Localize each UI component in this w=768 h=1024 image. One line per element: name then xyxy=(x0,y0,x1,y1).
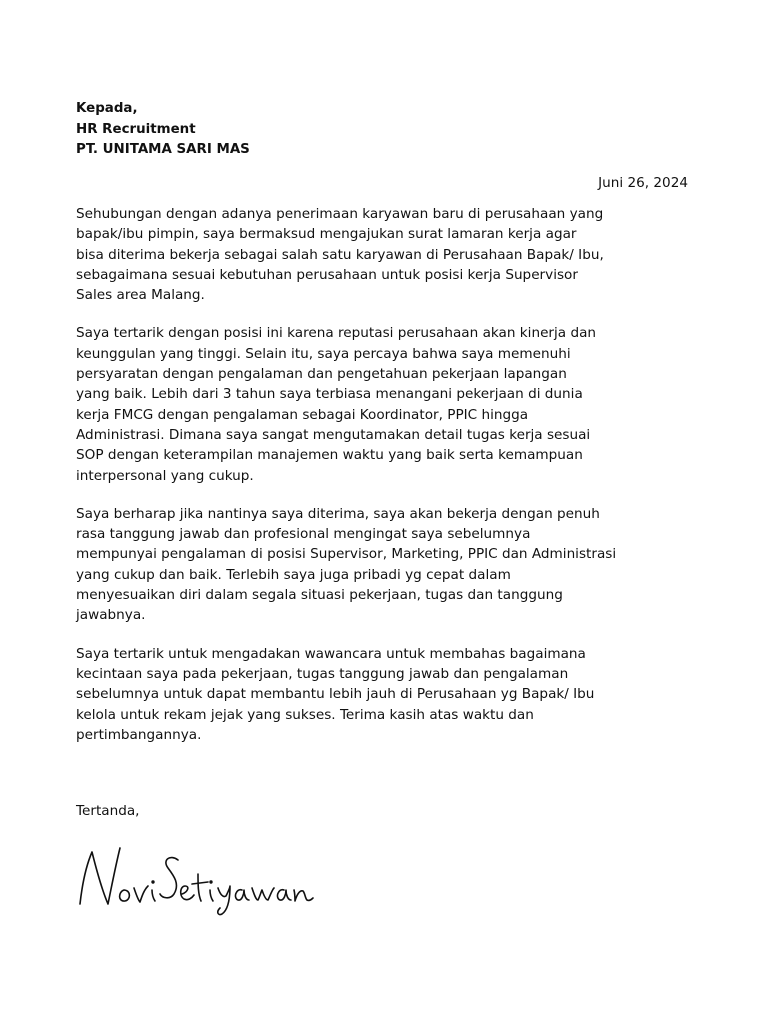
paragraph-line: keunggulan yang tinggi. Selain itu, saya percaya bahwa saya memenuhi xyxy=(76,345,571,362)
paragraph-line: bisa diterima bekerja sebagai salah satu karyawan di Perusahaan Bapak/ Ibu, xyxy=(76,246,604,263)
paragraph-line: bapak/ibu pimpin, saya bermaksud mengajukan surat lamaran kerja agar xyxy=(76,226,577,243)
paragraph-line: Sehubungan dengan adanya penerimaan karyawan baru di perusahaan yang xyxy=(76,206,604,222)
paragraph-line: SOP dengan keterampilan manajemen waktu yang baik serta kemampuan xyxy=(76,447,583,464)
closing-text: Tertanda, xyxy=(76,803,140,819)
paragraph-line: mempunyai pengalaman di posisi Supervisor, Marketing, PPIC dan Administrasi xyxy=(76,546,617,563)
recipient-department: HR Recruitment xyxy=(76,121,196,137)
paragraph-4 xyxy=(76,644,700,745)
paragraph-line: Saya tertarik untuk mengadakan wawancara untuk membahas bagaimana xyxy=(76,645,586,662)
paragraph-line: rasa tanggung jawab dan profesional mengingat saya sebelumnya xyxy=(76,526,531,543)
paragraph-line: kerja FMCG dengan pengalaman sebagai Koordinator, PPIC hingga xyxy=(76,406,529,423)
paragraph-line: pertimbangannya. xyxy=(76,726,202,743)
paragraph-line: sebelumnya untuk dapat membantu lebih jauh di Perusahaan yg Bapak/ Ibu xyxy=(76,686,595,703)
paragraph-line: jawabnya. xyxy=(76,607,146,624)
paragraph-line: Saya tertarik dengan posisi ini karena reputasi perusahaan akan kinerja dan xyxy=(76,325,597,342)
paragraph-line: sebagaimana sesuai kebutuhan perusahaan untuk posisi kerja Supervisor xyxy=(76,266,578,283)
paragraph-1 xyxy=(76,204,700,305)
paragraph-line: yang cukup dan baik. Terlebih saya juga pribadi yg cepat dalam xyxy=(76,566,511,583)
letter-body xyxy=(76,204,700,763)
handwritten-signature xyxy=(70,838,320,918)
recipient-company: PT. UNITAMA SARI MAS xyxy=(76,142,250,157)
paragraph-3 xyxy=(76,504,700,626)
paragraph-line: Sales area Malang. xyxy=(76,287,205,304)
recipient-block xyxy=(76,99,250,161)
paragraph-line: yang baik. Lebih dari 3 tahun saya terbiasa menangani pekerjaan di dunia xyxy=(76,386,583,403)
paragraph-line: Saya berharap jika nantinya saya diterima, saya akan bekerja dengan penuh xyxy=(76,505,600,522)
paragraph-line: Administrasi. Dimana saya sangat mengutamakan detail tugas kerja sesuai xyxy=(76,426,591,443)
paragraph-line: persyaratan dengan pengalaman dan pengetahuan pekerjaan lapangan xyxy=(76,366,567,383)
paragraph-2 xyxy=(76,323,700,485)
letter-date: Juni 26, 2024 xyxy=(598,175,688,191)
paragraph-line: interpersonal yang cukup. xyxy=(76,467,254,484)
recipient-salutation: Kepada, xyxy=(76,101,138,116)
paragraph-line: menyesuaikan diri dalam segala situasi pekerjaan, tugas dan tanggung xyxy=(76,587,563,604)
paragraph-line: kecintaan saya pada pekerjaan, tugas tanggung jawab dan pengalaman xyxy=(76,665,569,682)
paragraph-line: kelola untuk rekam jejak yang sukses. Terima kasih atas waktu dan xyxy=(76,706,534,723)
